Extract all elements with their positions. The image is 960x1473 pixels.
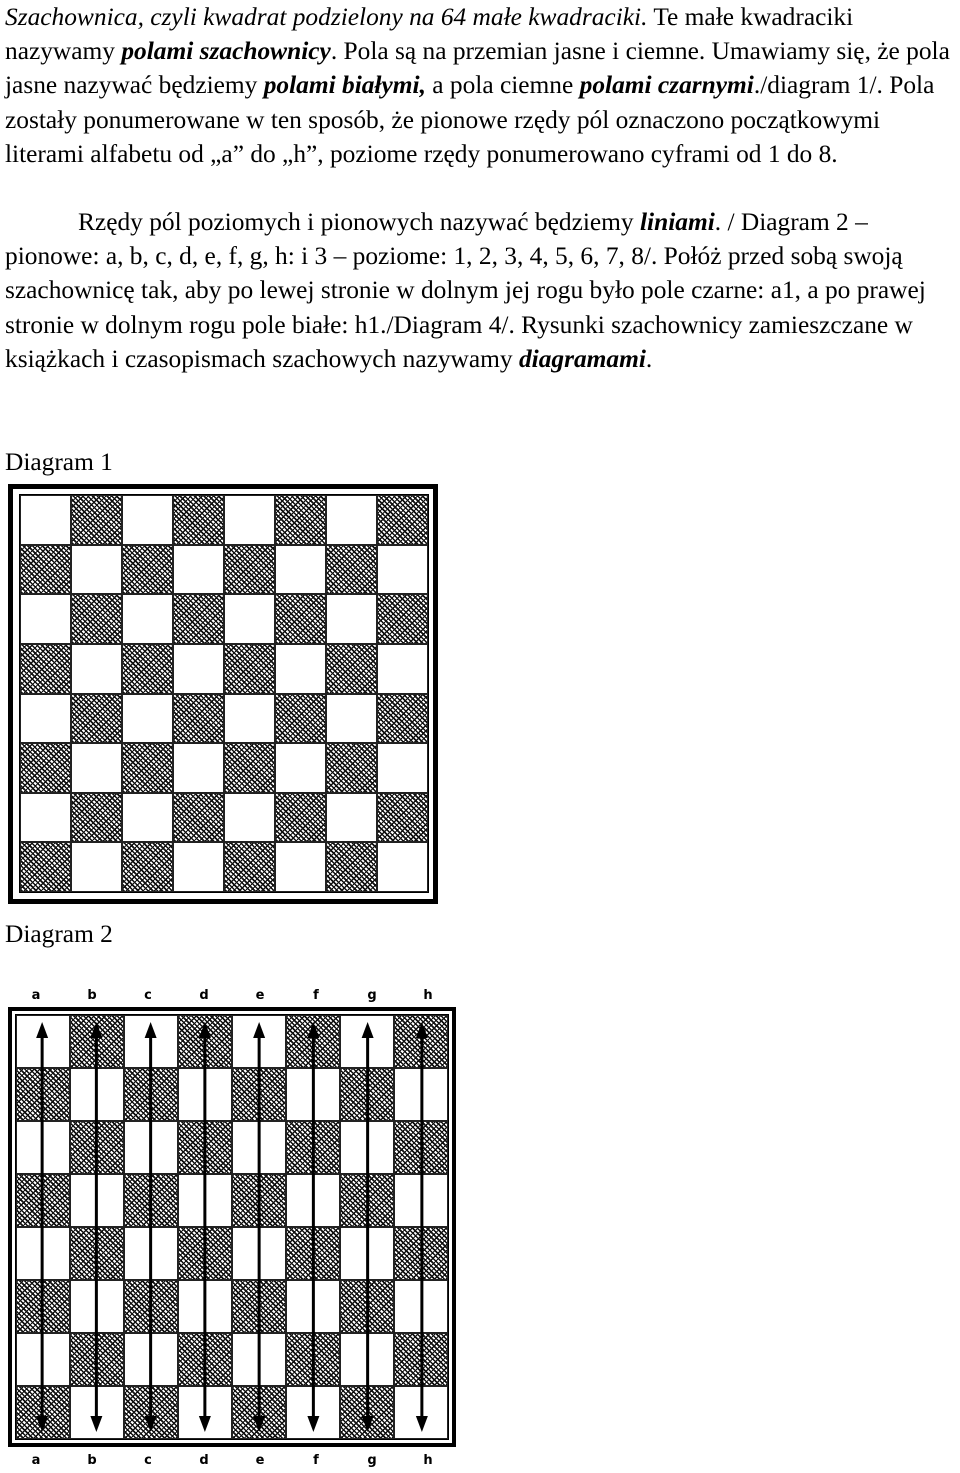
dark-square (224, 545, 275, 595)
light-square (224, 594, 275, 644)
dark-square (71, 694, 122, 744)
term-liniami: liniami (639, 208, 715, 236)
light-square (20, 694, 71, 744)
dark-square (20, 644, 71, 694)
dark-square (70, 1121, 124, 1174)
light-square (70, 1280, 124, 1333)
dark-square (70, 1015, 124, 1068)
light-square (173, 644, 224, 694)
file-label-e-bottom: e (255, 1453, 265, 1468)
light-square (340, 1015, 394, 1068)
dark-square (178, 1227, 232, 1280)
file-label-f-bottom: f (313, 1453, 319, 1468)
dark-square (232, 1174, 286, 1227)
light-square (224, 793, 275, 843)
diagram-2-chessboard (8, 1007, 456, 1447)
file-label-g-top: g (367, 988, 377, 1003)
light-square (394, 1280, 448, 1333)
diagram-2-figure (0, 982, 470, 1473)
lines-text-3: . (645, 344, 653, 373)
dark-square (122, 545, 173, 595)
dark-square (275, 594, 326, 644)
lines-text-1: Rzędy pól poziomych i pionowych nazywać będziemy (78, 208, 640, 236)
light-square (122, 793, 173, 843)
dark-square (16, 1068, 70, 1121)
dark-square (124, 1174, 178, 1227)
light-square (377, 842, 428, 892)
dark-square (340, 1068, 394, 1121)
intro-text-2: . Pola są na przemian jasne i ciemne. Umawiamy się, że pola jasne nazywać będziemy (5, 37, 950, 100)
file-label-a-bottom: a (31, 1453, 41, 1468)
dark-square (224, 842, 275, 892)
term-diagramami: diagramami (518, 344, 646, 373)
file-label-h-bottom: h (423, 1453, 433, 1468)
light-square (16, 1227, 70, 1280)
light-square (394, 1068, 448, 1121)
file-label-c-bottom: c (144, 1453, 152, 1468)
light-square (173, 545, 224, 595)
light-square (124, 1227, 178, 1280)
dark-square (377, 694, 428, 744)
file-label-a-top: a (31, 988, 41, 1003)
diagram-1-caption: Diagram 1 (5, 448, 113, 476)
light-square (71, 545, 122, 595)
dark-square (232, 1386, 286, 1439)
dark-square (70, 1333, 124, 1386)
light-square (326, 495, 377, 545)
light-square (16, 1333, 70, 1386)
dark-square (70, 1227, 124, 1280)
light-square (224, 694, 275, 744)
dark-square (326, 545, 377, 595)
light-square (178, 1068, 232, 1121)
intro-sentence-italic: Szachownica, czyli kwadrat podzielony na 64 małe kwadraciki. (5, 3, 648, 31)
dark-square (178, 1333, 232, 1386)
chessboard-grid (15, 1014, 449, 1440)
dark-square (122, 842, 173, 892)
file-label-f-top: f (313, 988, 319, 1003)
light-square (275, 842, 326, 892)
light-square (326, 694, 377, 744)
dark-square (340, 1280, 394, 1333)
dark-square (377, 594, 428, 644)
lines-text-2: . / Diagram 2 – pionowe: a, b, c, d, e, f, g, h: i 3 – poziome: 1, 2, 3, 4, 5, 6, 7, 8/. Połóż przed sobą swoją szachownicę tak, aby po lewej stronie w dolnym jej rogu było pole czarne: a1, a po prawej stronie w dolnym rogu pole białe: h1./Diagram 4/. Rysunki szachownicy zamieszczane w książkach i czasopismach szachowych nazywamy (5, 208, 926, 373)
dark-square (232, 1068, 286, 1121)
dark-square (16, 1174, 70, 1227)
light-square (377, 644, 428, 694)
light-square (173, 743, 224, 793)
light-square (122, 594, 173, 644)
dark-square (173, 495, 224, 545)
lines-paragraph (5, 205, 957, 376)
light-square (232, 1227, 286, 1280)
light-square (70, 1174, 124, 1227)
file-label-d-top: d (199, 988, 209, 1003)
light-square (286, 1068, 340, 1121)
light-square (394, 1386, 448, 1439)
dark-square (124, 1068, 178, 1121)
dark-square (286, 1227, 340, 1280)
light-square (16, 1015, 70, 1068)
light-square (178, 1386, 232, 1439)
dark-square (20, 545, 71, 595)
light-square (70, 1068, 124, 1121)
term-polami-szachownicy: polami szachownicy (121, 37, 331, 66)
dark-square (286, 1121, 340, 1174)
light-square (232, 1333, 286, 1386)
dark-square (394, 1333, 448, 1386)
dark-square (178, 1121, 232, 1174)
dark-square (286, 1015, 340, 1068)
light-square (20, 793, 71, 843)
light-square (275, 545, 326, 595)
light-square (71, 842, 122, 892)
dark-square (224, 644, 275, 694)
file-label-g-bottom: g (367, 1453, 377, 1468)
dark-square (16, 1386, 70, 1439)
chessboard-grid (19, 494, 429, 893)
dark-square (326, 842, 377, 892)
term-polami-bialymi: polami białymi, (263, 71, 426, 100)
dark-square (326, 743, 377, 793)
dark-square (173, 694, 224, 744)
intro-paragraph (5, 0, 957, 171)
light-square (124, 1121, 178, 1174)
light-square (16, 1121, 70, 1174)
file-label-d-bottom: d (199, 1453, 209, 1468)
file-labels-top (8, 985, 456, 1007)
light-square (286, 1174, 340, 1227)
file-label-b-bottom: b (87, 1453, 97, 1468)
file-labels-bottom (8, 1450, 456, 1472)
dark-square (124, 1386, 178, 1439)
light-square (232, 1015, 286, 1068)
dark-square (275, 694, 326, 744)
dark-square (340, 1386, 394, 1439)
light-square (326, 594, 377, 644)
dark-square (20, 842, 71, 892)
dark-square (377, 793, 428, 843)
light-square (340, 1333, 394, 1386)
term-polami-czarnymi: polami czarnymi (579, 71, 754, 100)
light-square (340, 1227, 394, 1280)
light-square (275, 743, 326, 793)
intro-text-3: a pola ciemne (425, 71, 580, 100)
light-square (71, 644, 122, 694)
light-square (326, 793, 377, 843)
intro-text-1: Te małe kwadraciki nazywamy (5, 3, 854, 66)
light-square (377, 743, 428, 793)
light-square (20, 495, 71, 545)
dark-square (377, 495, 428, 545)
light-square (124, 1015, 178, 1068)
dark-square (71, 793, 122, 843)
light-square (122, 694, 173, 744)
file-label-e-top: e (255, 988, 265, 1003)
light-square (122, 495, 173, 545)
dark-square (71, 594, 122, 644)
light-square (286, 1386, 340, 1439)
dark-square (275, 495, 326, 545)
light-square (224, 495, 275, 545)
light-square (70, 1386, 124, 1439)
light-square (71, 743, 122, 793)
dark-square (20, 743, 71, 793)
light-square (20, 594, 71, 644)
dark-square (16, 1280, 70, 1333)
dark-square (71, 495, 122, 545)
light-square (275, 644, 326, 694)
diagram-2-caption: Diagram 2 (5, 920, 113, 948)
dark-square (286, 1333, 340, 1386)
light-square (232, 1121, 286, 1174)
dark-square (173, 793, 224, 843)
light-square (377, 545, 428, 595)
light-square (124, 1333, 178, 1386)
light-square (394, 1174, 448, 1227)
dark-square (326, 644, 377, 694)
dark-square (173, 594, 224, 644)
dark-square (394, 1015, 448, 1068)
file-label-b-top: b (87, 988, 97, 1003)
diagram-1-chessboard (8, 484, 438, 904)
light-square (173, 842, 224, 892)
dark-square (124, 1280, 178, 1333)
dark-square (224, 743, 275, 793)
dark-square (394, 1121, 448, 1174)
dark-square (232, 1280, 286, 1333)
file-label-c-top: c (144, 988, 152, 1003)
file-label-h-top: h (423, 988, 433, 1003)
dark-square (178, 1015, 232, 1068)
light-square (286, 1280, 340, 1333)
intro-text-4: ./diagram 1/. Pola zostały ponumerowane w ten sposób, że pionowe rzędy pól oznaczono początkowymi literami alfabetu od „a” do „h”, poziome rzędy ponumerowano cyframi od 1 do 8. (5, 71, 935, 168)
dark-square (122, 644, 173, 694)
dark-square (340, 1174, 394, 1227)
light-square (340, 1121, 394, 1174)
light-square (178, 1174, 232, 1227)
dark-square (394, 1227, 448, 1280)
dark-square (275, 793, 326, 843)
dark-square (122, 743, 173, 793)
light-square (178, 1280, 232, 1333)
